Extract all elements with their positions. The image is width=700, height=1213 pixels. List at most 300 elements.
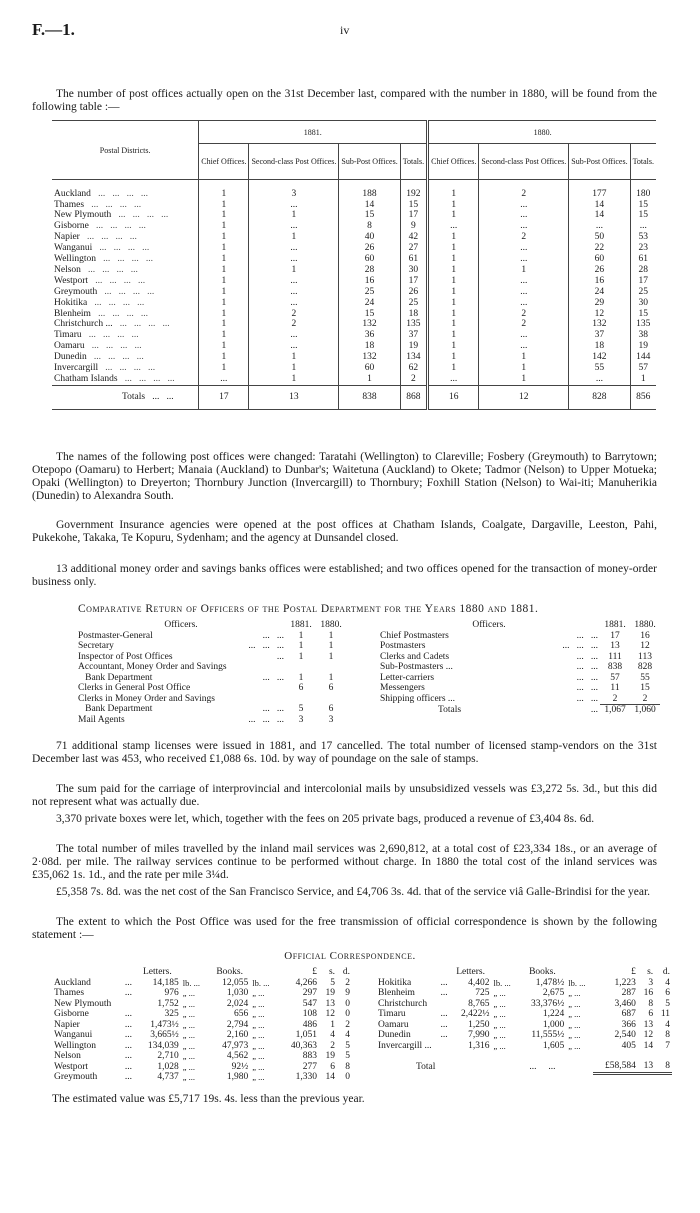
total-1880: 1,060 bbox=[634, 705, 656, 715]
shillings-value: 6 bbox=[648, 1009, 654, 1019]
cell-c: 15 bbox=[339, 210, 400, 221]
count-1881: 2 bbox=[612, 693, 618, 704]
district-name-text: Gisborne bbox=[54, 221, 89, 232]
district-row bbox=[52, 319, 656, 330]
officer-name bbox=[378, 631, 600, 642]
correspondence-row bbox=[376, 978, 672, 989]
books-value: 1,030 bbox=[226, 988, 249, 998]
officer-row bbox=[378, 683, 660, 694]
officer-name-text: Letter-carriers bbox=[380, 672, 435, 683]
cell-g: 29 bbox=[569, 298, 630, 309]
shillings-value: 12 bbox=[643, 1030, 654, 1040]
cell-a: 1 bbox=[199, 254, 249, 265]
intro-paragraph: The number of post offices actually open on the 31st December last, compared with the number in 1880, will be found from the following table :— bbox=[32, 88, 657, 113]
count-1880: 16 bbox=[640, 630, 650, 641]
district-name bbox=[52, 243, 199, 254]
officer-name bbox=[76, 673, 286, 684]
books-value: 4,562 bbox=[226, 1051, 249, 1061]
cell-d: 62 bbox=[400, 363, 427, 374]
total-e: 16 bbox=[428, 385, 479, 409]
count-1881: 17 bbox=[610, 630, 620, 641]
shillings-value: 16 bbox=[643, 988, 654, 998]
cell-b: 1 bbox=[249, 210, 339, 221]
pounds-value: 486 bbox=[302, 1019, 317, 1030]
district-name bbox=[52, 352, 199, 363]
district-row bbox=[52, 254, 656, 265]
pounds-value: 366 bbox=[621, 1019, 636, 1030]
cell-c: 14 bbox=[339, 200, 400, 211]
leader-dots: ... ... ... ... bbox=[90, 308, 148, 319]
letters-value: 4,402 bbox=[468, 977, 490, 988]
letters-unit: „ ... bbox=[493, 1019, 506, 1030]
letters-unit: „ ... bbox=[182, 1072, 195, 1082]
cell-f: ... bbox=[479, 330, 569, 341]
count-1881: 1 bbox=[298, 651, 304, 662]
official-correspondence-title: Official Correspondence. bbox=[284, 950, 416, 962]
letters-value: 1,316 bbox=[468, 1040, 490, 1051]
cell-f: ... bbox=[479, 341, 569, 352]
cell-d: 61 bbox=[400, 254, 427, 265]
district-row bbox=[52, 374, 656, 385]
district-name-text: Hokitika bbox=[378, 977, 412, 988]
letters-unit: „ ... bbox=[182, 1019, 195, 1030]
officer-name-text: Bank Department bbox=[78, 704, 153, 714]
cell-a: 1 bbox=[199, 200, 249, 211]
officer-name bbox=[378, 641, 600, 652]
books-unit: „ ... bbox=[252, 1019, 265, 1030]
district-name bbox=[52, 265, 199, 276]
report-reference: F.—1. bbox=[32, 20, 75, 39]
cell-b: ... bbox=[249, 341, 339, 352]
officer-row bbox=[76, 704, 346, 715]
cell-e: 1 bbox=[428, 309, 479, 320]
cell-e: 1 bbox=[428, 232, 479, 243]
cell-h: 15 bbox=[630, 309, 656, 320]
count-1880 bbox=[316, 662, 346, 673]
district-row bbox=[52, 352, 656, 363]
books-unit: „ ... bbox=[568, 1019, 581, 1030]
books-value: 92½ bbox=[231, 1061, 249, 1072]
total-f: 12 bbox=[479, 385, 569, 409]
district-name-text: Blenheim bbox=[378, 988, 415, 998]
count-1881: 1 bbox=[298, 630, 304, 641]
shillings-value: 14 bbox=[643, 1040, 654, 1051]
totals-row bbox=[52, 385, 656, 409]
district-name bbox=[52, 330, 199, 341]
district-row bbox=[52, 180, 656, 200]
cell-b: 1 bbox=[249, 363, 339, 374]
letters-unit: „ ... bbox=[182, 988, 195, 998]
correspondence-row bbox=[52, 1020, 352, 1031]
leader-dots: ... ... ... ... bbox=[90, 188, 148, 199]
count-1881: 11 bbox=[610, 683, 620, 693]
cell-a: 1 bbox=[199, 341, 249, 352]
pound-header: £ bbox=[312, 967, 317, 977]
district-name bbox=[52, 988, 134, 999]
district-name-text: Auckland bbox=[54, 188, 91, 199]
cell-h: 53 bbox=[630, 232, 656, 243]
comparative-return-title: Comparative Return of Officers of the Postal Department for the Years 1880 and 1881. bbox=[78, 603, 539, 615]
district-row bbox=[52, 276, 656, 287]
officer-row bbox=[378, 652, 660, 663]
books-unit: „ ... bbox=[252, 1051, 265, 1061]
officer-name bbox=[76, 641, 286, 652]
books-unit: „ ... bbox=[252, 1030, 265, 1040]
district-name-text: Napier bbox=[54, 1019, 80, 1030]
cell-c: 36 bbox=[339, 330, 400, 341]
count-1880: 6 bbox=[328, 683, 334, 693]
letters-unit: „ ... bbox=[182, 1009, 195, 1019]
officer-name-text: Clerks in General Post Office bbox=[78, 683, 191, 693]
count-1880: 55 bbox=[640, 672, 650, 683]
officer-name-text: Bank Department bbox=[78, 672, 153, 683]
cell-e: 1 bbox=[428, 319, 479, 330]
year-1881-header: 1881. bbox=[290, 620, 312, 630]
cell-e: 1 bbox=[428, 180, 479, 200]
count-1881 bbox=[286, 662, 316, 673]
district-row bbox=[52, 265, 656, 276]
letters-unit: „ ... bbox=[182, 1061, 195, 1072]
district-name-text: Invercargill bbox=[54, 363, 99, 374]
cell-g: 16 bbox=[569, 276, 630, 287]
officer-name bbox=[378, 694, 600, 705]
correspondence-table-left bbox=[52, 967, 352, 1083]
district-name bbox=[52, 221, 199, 232]
district-name bbox=[52, 363, 199, 374]
letters-value: 134,039 bbox=[147, 1040, 179, 1051]
letters-value: 976 bbox=[164, 988, 179, 998]
books-value: 1,980 bbox=[226, 1072, 249, 1082]
cell-b: 3 bbox=[249, 180, 339, 200]
count-1881: 1 bbox=[298, 672, 304, 683]
cell-h: 135 bbox=[630, 319, 656, 330]
cell-h: 15 bbox=[630, 200, 656, 211]
count-1881: 111 bbox=[608, 651, 622, 662]
letters-unit: „ ... bbox=[182, 1030, 195, 1040]
letters-value: 325 bbox=[164, 1009, 179, 1019]
totals-label-text: Totals bbox=[122, 391, 146, 402]
cell-f: 2 bbox=[479, 309, 569, 320]
district-name bbox=[52, 180, 199, 200]
officer-name-text: Clerks in Money Order and Savings bbox=[78, 693, 215, 704]
pounds-value: 2,540 bbox=[614, 1030, 636, 1040]
col-chief-1880: Chief Offices. bbox=[428, 144, 479, 180]
cell-b: ... bbox=[249, 200, 339, 211]
leader-dots: ... ... ... ... bbox=[88, 221, 146, 232]
correspondence-row bbox=[52, 978, 352, 989]
letters-value: 14,185 bbox=[152, 977, 179, 988]
leader-dots: ... ... ... ... bbox=[95, 254, 153, 265]
cell-a: 1 bbox=[199, 330, 249, 341]
pence-value: 0 bbox=[345, 1009, 350, 1019]
cell-e: 1 bbox=[428, 265, 479, 276]
books-unit: lb. ... bbox=[568, 977, 586, 988]
cell-d: 18 bbox=[400, 309, 427, 320]
district-row bbox=[52, 363, 656, 374]
cell-a: 1 bbox=[199, 287, 249, 298]
cell-f: ... bbox=[479, 276, 569, 287]
district-name bbox=[376, 988, 450, 999]
count-1880: 1 bbox=[328, 630, 334, 641]
pence-value: 11 bbox=[660, 1009, 670, 1019]
cell-a: 1 bbox=[199, 276, 249, 287]
blank-header bbox=[52, 967, 134, 978]
pence-value: 5 bbox=[345, 1040, 350, 1051]
blank-header bbox=[492, 967, 519, 978]
count-1881: 13 bbox=[610, 641, 620, 651]
district-name-text: Timaru bbox=[378, 1009, 406, 1019]
district-name bbox=[52, 276, 199, 287]
district-name bbox=[52, 1030, 134, 1041]
cell-a: 1 bbox=[199, 210, 249, 221]
correspondence-row bbox=[376, 988, 672, 999]
shillings-value: 3 bbox=[648, 977, 654, 988]
leader-dots: ... ... ... ... bbox=[98, 363, 156, 374]
count-1880: 12 bbox=[640, 641, 650, 651]
district-name bbox=[376, 1041, 450, 1052]
cell-f: 2 bbox=[479, 180, 569, 200]
total-label bbox=[378, 705, 600, 716]
district-name-text: Greymouth bbox=[54, 1072, 98, 1082]
correspondence-row bbox=[52, 988, 352, 999]
pounds-value: 1,223 bbox=[614, 977, 636, 988]
blank-header bbox=[181, 967, 209, 978]
year-1880-header: 1880. bbox=[320, 620, 342, 630]
cell-h: 38 bbox=[630, 330, 656, 341]
pounds-value: 40,363 bbox=[290, 1040, 317, 1051]
cell-b: ... bbox=[249, 287, 339, 298]
cell-d: 192 bbox=[400, 180, 427, 200]
district-name bbox=[52, 1062, 134, 1073]
officer-row bbox=[378, 673, 660, 684]
san-francisco-paragraph: £5,358 7s. 8d. was the net cost of the San Francisco Service, and £4,706 3s. 4d. that of the service viâ Galle-Brindisi for the year. bbox=[56, 886, 651, 898]
total-1881: 1,067 bbox=[604, 705, 626, 715]
leader-dots: ... bbox=[124, 1061, 133, 1072]
letters-unit: „ ... bbox=[493, 988, 506, 998]
correspondence-header-row bbox=[376, 967, 672, 978]
cell-f: 1 bbox=[479, 265, 569, 276]
district-name bbox=[52, 287, 199, 298]
officer-name bbox=[378, 683, 600, 694]
cell-c: 188 bbox=[339, 180, 400, 200]
books-unit: „ ... bbox=[252, 1009, 265, 1019]
cell-b: ... bbox=[249, 243, 339, 254]
district-name bbox=[376, 1020, 450, 1031]
district-row bbox=[52, 309, 656, 320]
count-1880: 3 bbox=[328, 714, 334, 725]
cell-a: 1 bbox=[199, 243, 249, 254]
letters-unit: „ ... bbox=[493, 1040, 506, 1051]
district-name bbox=[52, 1020, 134, 1031]
district-name-text: Wanganui bbox=[54, 1030, 93, 1040]
year-1881-header: 1881. bbox=[604, 620, 626, 630]
count-1880: 828 bbox=[637, 662, 653, 672]
officer-name bbox=[76, 652, 286, 663]
books-value: 1,478½ bbox=[535, 977, 565, 988]
correspondence-row bbox=[52, 1041, 352, 1052]
leader-dots: ... ... bbox=[576, 683, 598, 693]
pence-value: 7 bbox=[665, 1040, 670, 1051]
insurance-paragraph: Government Insurance agencies were opened at the post offices at Chatham Islands, Coalgate, Dargaville, Leeston, Pahi, Pukekohe, Takaka, Te Kopuru, Sydenham; and the agency at Dunsandel closed. bbox=[32, 519, 657, 544]
district-name bbox=[52, 232, 199, 243]
district-name-text: Gisborne bbox=[54, 1009, 89, 1019]
letters-value: 1,250 bbox=[468, 1019, 490, 1030]
count-1881: 3 bbox=[298, 714, 304, 725]
total-label-text: Totals bbox=[438, 705, 462, 715]
pence-header: d. bbox=[662, 967, 670, 977]
cell-d: 135 bbox=[400, 319, 427, 330]
correspondence-header-row bbox=[52, 967, 352, 978]
correspondence-total-row bbox=[376, 1061, 672, 1073]
district-name bbox=[52, 341, 199, 352]
district-name-text: Oamaru bbox=[54, 341, 85, 352]
district-name bbox=[52, 374, 199, 385]
officer-row bbox=[76, 641, 346, 652]
cell-e: 1 bbox=[428, 210, 479, 221]
cell-a: 1 bbox=[199, 298, 249, 309]
cell-g: 14 bbox=[569, 210, 630, 221]
letters-value: 1,752 bbox=[157, 998, 179, 1009]
col-sub-1880: Sub-Post Offices. bbox=[569, 144, 630, 180]
cell-e: 1 bbox=[428, 200, 479, 211]
officer-name bbox=[76, 662, 286, 673]
col-totals-1881: Totals. bbox=[400, 144, 427, 180]
district-name-text: New Plymouth bbox=[54, 210, 112, 221]
officers-header: Officers. bbox=[164, 620, 198, 630]
leader-dots: ... ... ... ... bbox=[81, 330, 139, 341]
pound-header: £ bbox=[631, 967, 636, 977]
correspondence-row bbox=[52, 1009, 352, 1020]
cell-g: 50 bbox=[569, 232, 630, 243]
officer-name bbox=[378, 662, 600, 673]
count-1881 bbox=[286, 694, 316, 705]
cell-e: 1 bbox=[428, 276, 479, 287]
names-changed-paragraph: The names of the following post offices were changed: Taratahi (Wellington) to Clareville; Fosbery (Greymouth) to Barrytown; Otepopo (Oamaru) to Herbert; Manaia (Auckland) to Dunbar's; Waitetuna (Auckland) to Okete; Tadmor (Nelson) to Upper Motueka; Opaki (Wellington) to Dreyerton; Thornbury Junction (Invercargill) to Thornbury; Foxhill Station (Nelson) to Wai-iti; Manuherikia (Dunedin) to Alexandra South. bbox=[32, 451, 657, 502]
leader-dots: ... ... bbox=[145, 391, 174, 402]
district-name bbox=[52, 978, 134, 989]
leader-dots: ... bbox=[276, 651, 284, 662]
books-value: 12,055 bbox=[222, 977, 249, 988]
cell-b: ... bbox=[249, 221, 339, 232]
district-name-text: Timaru bbox=[54, 330, 82, 341]
district-name-text: Thames bbox=[54, 199, 85, 210]
cell-g: 24 bbox=[569, 287, 630, 298]
books-unit: lb. ... bbox=[252, 977, 270, 988]
cell-d: 134 bbox=[400, 352, 427, 363]
cell-c: 16 bbox=[339, 276, 400, 287]
cell-d: 2 bbox=[400, 374, 427, 385]
books-unit: „ ... bbox=[252, 998, 265, 1009]
letters-unit: „ ... bbox=[182, 1040, 195, 1051]
count-1881: 838 bbox=[607, 662, 623, 672]
officer-name-text: Chief Postmasters bbox=[380, 630, 449, 641]
officer-row bbox=[76, 694, 346, 705]
count-1880: 113 bbox=[638, 651, 652, 662]
books-unit: „ ... bbox=[568, 988, 581, 998]
books-value: 2,024 bbox=[226, 998, 249, 1009]
cell-d: 9 bbox=[400, 221, 427, 232]
total-shillings: 13 bbox=[638, 1061, 655, 1073]
cell-c: 28 bbox=[339, 265, 400, 276]
cell-c: 132 bbox=[339, 352, 400, 363]
district-name bbox=[52, 200, 199, 211]
district-row bbox=[52, 210, 656, 221]
cell-a: 1 bbox=[199, 363, 249, 374]
officer-row bbox=[378, 631, 660, 642]
district-name bbox=[52, 210, 199, 221]
officer-name bbox=[76, 631, 286, 642]
district-row bbox=[52, 298, 656, 309]
district-row bbox=[52, 243, 656, 254]
money-order-paragraph: 13 additional money order and savings banks offices were established; and two offices opened for the transaction of money-order business only. bbox=[32, 563, 657, 588]
total-g: 828 bbox=[569, 385, 630, 409]
shillings-value: 4 bbox=[330, 1030, 336, 1040]
count-1880: 1 bbox=[328, 641, 334, 651]
leader-dots: ... bbox=[124, 1019, 133, 1030]
pence-value: 5 bbox=[665, 998, 670, 1009]
leader-dots: ... ... ... ... bbox=[117, 374, 175, 384]
pounds-value: 1,051 bbox=[295, 1030, 317, 1040]
leader-dots: ... ... bbox=[262, 672, 284, 683]
cell-b: 1 bbox=[249, 265, 339, 276]
cell-g: ... bbox=[569, 221, 630, 232]
books-header: Books. bbox=[216, 967, 243, 977]
shillings-value: 8 bbox=[648, 998, 654, 1009]
cell-c: 18 bbox=[339, 341, 400, 352]
district-name bbox=[52, 999, 134, 1010]
cell-c: 60 bbox=[339, 254, 400, 265]
district-header: Postal Districts. bbox=[52, 121, 199, 180]
officer-row bbox=[76, 652, 346, 663]
shillings-value: 1 bbox=[330, 1019, 336, 1030]
correspondence-row bbox=[376, 1009, 672, 1020]
leader-dots: ... bbox=[440, 1019, 448, 1030]
total-h: 856 bbox=[630, 385, 656, 409]
officers-header-row bbox=[76, 620, 346, 631]
cell-h: 61 bbox=[630, 254, 656, 265]
leader-dots: ... ... bbox=[262, 630, 284, 641]
leader-dots: ... ... ... ... bbox=[86, 352, 144, 363]
shilling-header: s. bbox=[647, 967, 654, 977]
cell-b: 2 bbox=[249, 319, 339, 330]
cell-h: 19 bbox=[630, 341, 656, 352]
letters-value: 725 bbox=[475, 988, 490, 998]
count-1881: 57 bbox=[610, 672, 620, 683]
cell-b: ... bbox=[249, 276, 339, 287]
cell-c: 40 bbox=[339, 232, 400, 243]
cell-f: ... bbox=[479, 298, 569, 309]
cell-b: ... bbox=[249, 330, 339, 341]
district-name bbox=[376, 1009, 450, 1020]
officer-name bbox=[76, 683, 286, 694]
cell-c: 25 bbox=[339, 287, 400, 298]
blank-header bbox=[376, 967, 450, 978]
district-name-text: Napier bbox=[54, 232, 80, 243]
district-name bbox=[52, 319, 199, 330]
leader-dots: ... ... bbox=[576, 630, 598, 641]
total-d: 868 bbox=[400, 385, 427, 409]
cell-h: 17 bbox=[630, 276, 656, 287]
year-1880-header: 1880. bbox=[634, 620, 656, 630]
leader-dots: ... bbox=[590, 705, 598, 715]
cell-d: 17 bbox=[400, 276, 427, 287]
leader-dots: ... bbox=[124, 988, 133, 998]
district-row bbox=[52, 341, 656, 352]
cell-h: ... bbox=[630, 221, 656, 232]
year-1881-header: 1881. bbox=[199, 121, 428, 144]
leader-dots: ... ... bbox=[576, 672, 598, 683]
leader-dots: ... ... ... ... bbox=[87, 297, 145, 308]
